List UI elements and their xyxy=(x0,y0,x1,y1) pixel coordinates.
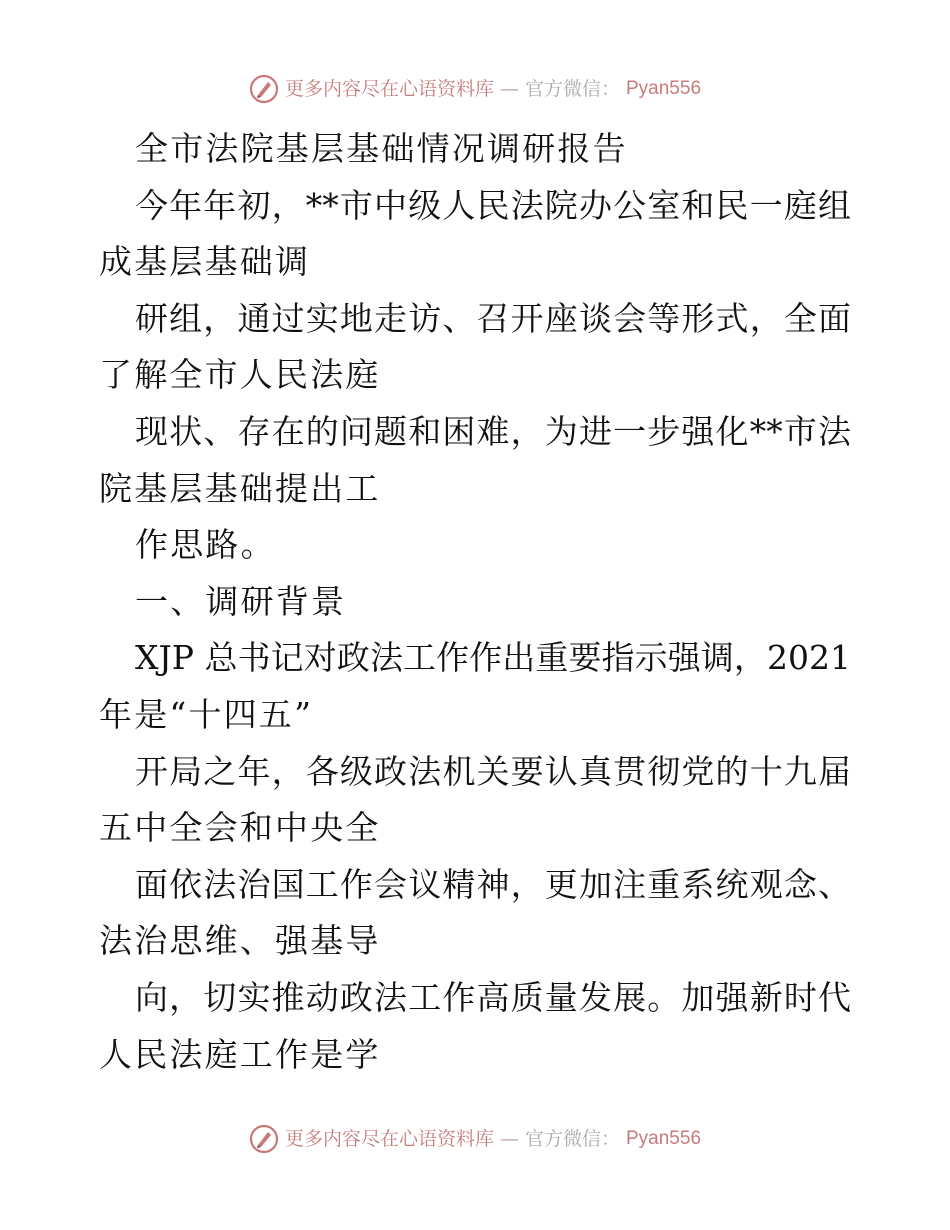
paragraph-line: 开局之年，各级政法机关要认真贯彻党的十九届 xyxy=(135,751,851,791)
watermark-text: 更多内容尽在心语资料库 xyxy=(284,1128,494,1150)
paragraph-line: 成基层基础调 xyxy=(99,242,311,282)
watermark-wechat-id: Pyan556 xyxy=(626,78,702,99)
paragraph-line: 院基层基础提出工 xyxy=(99,468,381,508)
paragraph-line: 面依法治国工作会议精神，更加注重系统观念、 xyxy=(135,864,851,904)
paragraph-line: 作思路。 xyxy=(135,525,276,565)
paragraph-line: 年是“十四五” xyxy=(99,694,314,734)
footer-watermark xyxy=(0,1124,950,1154)
paragraph-line: 法治思维、强基导 xyxy=(99,921,381,961)
watermark-dash: — xyxy=(499,1128,519,1150)
document-title: 全市法院基层基础情况调研报告 xyxy=(135,129,628,168)
watermark-official-label: 官方微信： xyxy=(524,1128,620,1150)
paragraph-line: 人民法庭工作是学 xyxy=(99,1034,381,1074)
watermark-dash: — xyxy=(499,78,519,100)
paragraph-line: 了解全市人民法庭 xyxy=(99,355,381,395)
watermark-text: 更多内容尽在心语资料库 xyxy=(284,78,494,100)
paragraph-line: 向，切实推动政法工作高质量发展。加强新时代 xyxy=(135,977,851,1017)
paragraph-line: 五中全会和中央全 xyxy=(99,808,381,848)
document-body xyxy=(99,121,851,1083)
paragraph-line: 现状、存在的问题和困难，为进一步强化**市法 xyxy=(135,411,851,451)
section-heading: 一、调研背景 xyxy=(135,581,347,621)
paragraph-line: 今年年初，**市中级人民法院办公室和民一庭组 xyxy=(135,185,851,225)
pen-circle-logo-icon xyxy=(249,1124,279,1154)
watermark-official-label: 官方微信： xyxy=(524,78,620,100)
paragraph-line: XJP 总书记对政法工作作出重要指示强调，2021 xyxy=(135,638,851,678)
paragraph-line: 研组，通过实地走访、召开座谈会等形式，全面 xyxy=(135,298,851,338)
header-watermark xyxy=(0,74,950,104)
watermark-wechat-id: Pyan556 xyxy=(626,1128,702,1149)
pen-circle-logo-icon xyxy=(249,74,279,104)
